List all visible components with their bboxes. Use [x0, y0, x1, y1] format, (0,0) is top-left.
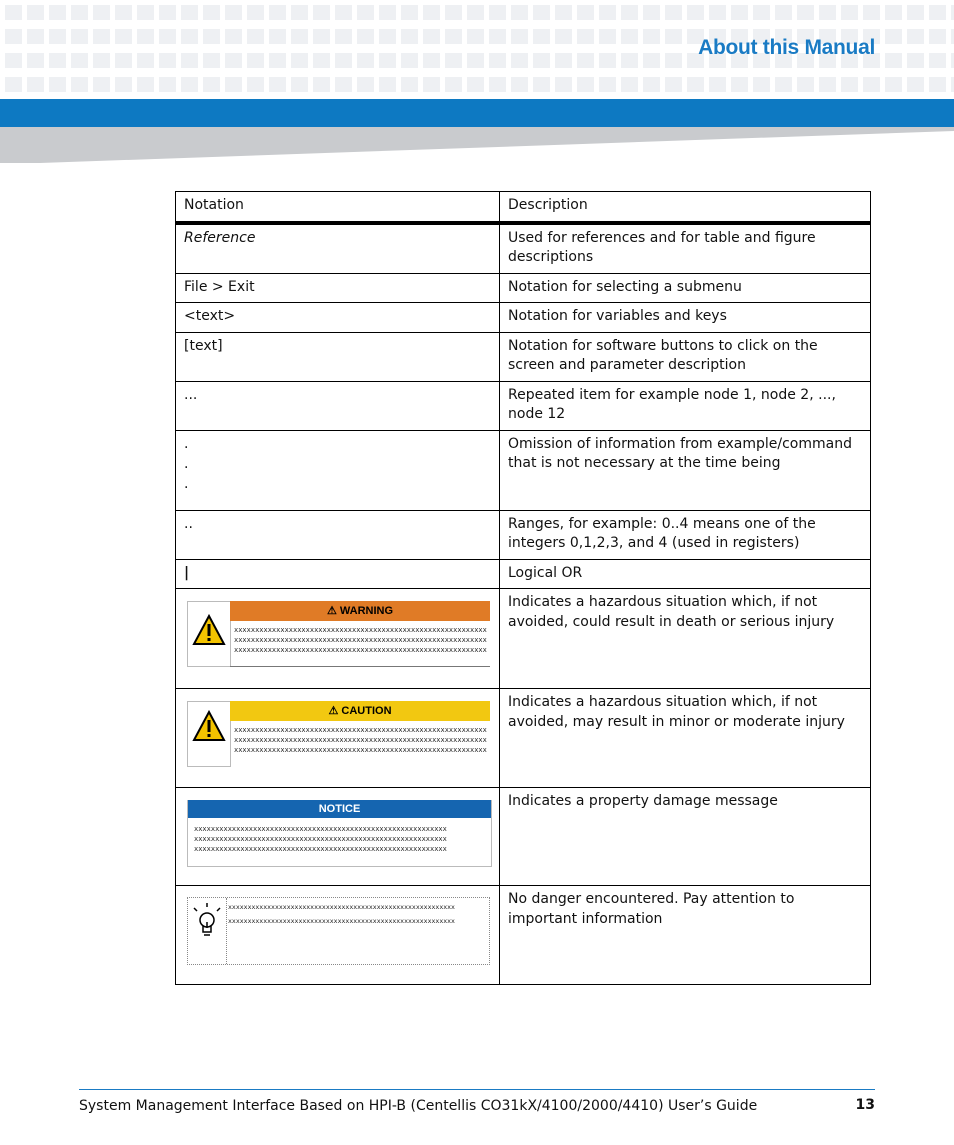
grid-square — [247, 77, 264, 92]
grid-square — [885, 53, 902, 68]
grid-square — [137, 53, 154, 68]
warning-sample-box — [187, 601, 490, 667]
grid-square — [49, 5, 66, 20]
grid-square — [291, 53, 308, 68]
warning-label: ⚠ WARNING — [230, 601, 490, 621]
notation-cell: [text] — [176, 332, 500, 381]
grid-square — [401, 53, 418, 68]
grid-square — [93, 53, 110, 68]
grid-square — [643, 53, 660, 68]
grid-square — [621, 53, 638, 68]
divider — [230, 666, 490, 667]
grid-square — [313, 5, 330, 20]
grid-square — [27, 29, 44, 44]
grid-square — [379, 53, 396, 68]
footer-divider — [79, 1089, 875, 1090]
dot-line: . — [184, 475, 189, 492]
grid-square — [511, 77, 528, 92]
grid-square — [5, 29, 22, 44]
grid-square — [467, 29, 484, 44]
grid-square — [731, 5, 748, 20]
grid-square — [929, 53, 946, 68]
grid-square — [753, 77, 770, 92]
table-row — [176, 559, 871, 589]
grid-square — [753, 5, 770, 20]
table-row — [176, 273, 871, 303]
grid-square — [511, 5, 528, 20]
grid-square — [401, 29, 418, 44]
grid-square — [533, 5, 550, 20]
grid-square — [291, 29, 308, 44]
grid-square — [401, 77, 418, 92]
tip-sample-box — [187, 897, 490, 965]
grid-square — [445, 29, 462, 44]
grid-square — [49, 29, 66, 44]
grid-square — [159, 77, 176, 92]
dot-line: . — [184, 435, 189, 452]
grid-square — [159, 53, 176, 68]
description-cell: Indicates a hazardous situation which, if not avoided, may result in minor or moderate injury — [500, 689, 871, 788]
placeholder-line: xxxxxxxxxxxxxxxxxxxxxxxxxxxxxxxxxxxxxxxxxxxxxxxxxxxxxxxxxxxx — [194, 845, 447, 853]
grid-square — [797, 77, 814, 92]
grid-square — [423, 77, 440, 92]
grid-square — [335, 5, 352, 20]
grid-square — [115, 53, 132, 68]
grid-square — [357, 53, 374, 68]
grid-square — [577, 77, 594, 92]
grid-square — [93, 29, 110, 44]
placeholder-line: xxxxxxxxxxxxxxxxxxxxxxxxxxxxxxxxxxxxxxxxxxxxxxxxxxxxxxxxxx — [228, 903, 455, 911]
table-row — [176, 332, 871, 381]
table-row — [176, 589, 871, 689]
caution-sample-box — [187, 701, 490, 767]
notation-table — [175, 191, 871, 985]
grid-square — [577, 53, 594, 68]
grid-square — [291, 5, 308, 20]
grid-square — [247, 53, 264, 68]
grid-square — [5, 53, 22, 68]
grid-square — [709, 77, 726, 92]
grid-square — [907, 5, 924, 20]
notation-cell: .. — [176, 510, 500, 559]
grid-square — [687, 5, 704, 20]
grid-square — [489, 29, 506, 44]
placeholder-line: xxxxxxxxxxxxxxxxxxxxxxxxxxxxxxxxxxxxxxxxxxxxxxxxxxxxxxxxxxxx — [234, 646, 487, 654]
grid-square — [467, 5, 484, 20]
column-header-notation: Notation — [176, 192, 500, 223]
grid-square — [49, 77, 66, 92]
placeholder-line: xxxxxxxxxxxxxxxxxxxxxxxxxxxxxxxxxxxxxxxxxxxxxxxxxxxxxxxxxxxx — [234, 736, 487, 744]
grid-square — [49, 53, 66, 68]
grid-square — [907, 29, 924, 44]
grid-square — [797, 5, 814, 20]
grid-square — [643, 5, 660, 20]
grid-square — [621, 29, 638, 44]
grid-square — [379, 5, 396, 20]
grid-square — [115, 77, 132, 92]
grid-square — [489, 5, 506, 20]
grid-square — [181, 5, 198, 20]
grid-square — [533, 29, 550, 44]
grid-square — [203, 77, 220, 92]
grid-square — [885, 5, 902, 20]
description-cell: No danger encountered. Pay attention to important information — [500, 886, 871, 985]
grid-square — [203, 29, 220, 44]
grid-square — [181, 29, 198, 44]
grid-square — [533, 77, 550, 92]
grid-square — [489, 77, 506, 92]
dot-line: . — [184, 455, 189, 472]
page-section-title: About this Manual — [698, 36, 875, 59]
table-row — [176, 510, 871, 559]
grid-square — [621, 5, 638, 20]
grid-square — [863, 77, 880, 92]
grid-square — [225, 5, 242, 20]
grid-square — [269, 77, 286, 92]
grid-square — [379, 29, 396, 44]
header-blue-band — [0, 99, 954, 127]
grid-square — [467, 53, 484, 68]
grid-square — [599, 53, 616, 68]
placeholder-line: xxxxxxxxxxxxxxxxxxxxxxxxxxxxxxxxxxxxxxxxxxxxxxxxxxxxxxxxxxxx — [194, 825, 447, 833]
description-cell: Logical OR — [500, 559, 871, 589]
grid-square — [137, 5, 154, 20]
grid-square — [423, 29, 440, 44]
notation-cell: <text> — [176, 303, 500, 333]
warning-triangle-icon — [187, 601, 231, 667]
placeholder-text — [234, 725, 490, 755]
grid-square — [71, 77, 88, 92]
grid-square — [181, 77, 198, 92]
table-row — [176, 223, 871, 274]
grid-square — [71, 5, 88, 20]
grid-square — [181, 53, 198, 68]
placeholder-line: xxxxxxxxxxxxxxxxxxxxxxxxxxxxxxxxxxxxxxxxxxxxxxxxxxxxxxxxxx — [228, 917, 455, 925]
warning-label-text: WARNING — [339, 605, 394, 617]
grid-square — [511, 53, 528, 68]
grid-square — [115, 5, 132, 20]
placeholder-text — [228, 900, 489, 928]
grid-square — [335, 77, 352, 92]
placeholder-text — [234, 625, 490, 655]
description-cell: Ranges, for example: 0..4 means one of the integers 0,1,2,3, and 4 (used in registers) — [500, 510, 871, 559]
description-cell: Used for references and for table and figure descriptions — [500, 223, 871, 274]
caution-label-text: CAUTION — [341, 705, 392, 717]
description-cell: Indicates a hazardous situation which, if not avoided, could result in death or serious injury — [500, 589, 871, 689]
grid-square — [929, 29, 946, 44]
grid-square — [27, 77, 44, 92]
grid-square — [93, 77, 110, 92]
grid-square — [423, 5, 440, 20]
grid-square — [599, 5, 616, 20]
grid-square — [665, 53, 682, 68]
header-gray-swoosh — [0, 127, 954, 163]
grid-square — [137, 29, 154, 44]
grid-square — [247, 29, 264, 44]
grid-square — [929, 5, 946, 20]
grid-square — [643, 29, 660, 44]
grid-square — [71, 29, 88, 44]
notice-label: NOTICE — [188, 800, 491, 818]
lightbulb-icon — [188, 898, 227, 964]
description-cell: Indicates a property damage message — [500, 788, 871, 886]
grid-square — [313, 53, 330, 68]
grid-square — [489, 53, 506, 68]
grid-square — [313, 29, 330, 44]
grid-square — [27, 5, 44, 20]
description-cell: Repeated item for example node 1, node 2, ..., node 12 — [500, 381, 871, 430]
grid-square — [335, 53, 352, 68]
description-cell: Notation for variables and keys — [500, 303, 871, 333]
placeholder-text — [194, 824, 491, 854]
table-row — [176, 303, 871, 333]
table-row — [176, 430, 871, 510]
notation-cell: | — [176, 559, 500, 589]
grid-square — [203, 53, 220, 68]
grid-square — [621, 77, 638, 92]
grid-square — [467, 77, 484, 92]
grid-square — [5, 77, 22, 92]
grid-square — [577, 5, 594, 20]
grid-square — [225, 53, 242, 68]
placeholder-line: xxxxxxxxxxxxxxxxxxxxxxxxxxxxxxxxxxxxxxxxxxxxxxxxxxxxxxxxxxxx — [194, 835, 447, 843]
description-cell: Notation for software buttons to click on the screen and parameter description — [500, 332, 871, 381]
grid-square — [643, 77, 660, 92]
grid-square — [819, 5, 836, 20]
grid-square — [665, 5, 682, 20]
grid-square — [357, 29, 374, 44]
grid-square — [775, 5, 792, 20]
description-cell: Omission of information from example/command that is not necessary at the time being — [500, 430, 871, 510]
grid-square — [555, 53, 572, 68]
grid-square — [203, 5, 220, 20]
grid-square — [665, 77, 682, 92]
grid-square — [225, 29, 242, 44]
page-number: 13 — [855, 1097, 875, 1113]
grid-square — [445, 53, 462, 68]
grid-square — [137, 77, 154, 92]
grid-square — [71, 53, 88, 68]
grid-square — [291, 77, 308, 92]
notation-cell: ... — [176, 381, 500, 430]
table-row — [176, 381, 871, 430]
grid-square — [841, 77, 858, 92]
grid-square — [335, 29, 352, 44]
grid-square — [555, 5, 572, 20]
grid-square — [225, 77, 242, 92]
grid-square — [115, 29, 132, 44]
notation-cell — [176, 430, 500, 510]
grid-square — [885, 29, 902, 44]
grid-square — [27, 53, 44, 68]
grid-square — [269, 5, 286, 20]
grid-square — [555, 77, 572, 92]
notation-cell: File > Exit — [176, 273, 500, 303]
grid-square — [159, 29, 176, 44]
grid-square — [709, 5, 726, 20]
grid-square — [599, 29, 616, 44]
grid-square — [357, 77, 374, 92]
warning-triangle-icon — [187, 701, 231, 767]
notation-cell — [176, 689, 500, 788]
grid-square — [775, 77, 792, 92]
notation-cell — [176, 589, 500, 689]
grid-square — [863, 5, 880, 20]
notation-cell — [176, 788, 500, 886]
grid-square — [731, 77, 748, 92]
grid-square — [599, 77, 616, 92]
notice-sample-box — [187, 800, 492, 867]
grid-square — [533, 53, 550, 68]
table-row — [176, 886, 871, 985]
grid-square — [269, 29, 286, 44]
grid-square — [929, 77, 946, 92]
grid-square — [313, 77, 330, 92]
placeholder-line: xxxxxxxxxxxxxxxxxxxxxxxxxxxxxxxxxxxxxxxxxxxxxxxxxxxxxxxxxxxx — [234, 626, 487, 634]
description-cell: Notation for selecting a submenu — [500, 273, 871, 303]
grid-square — [159, 5, 176, 20]
grid-square — [907, 53, 924, 68]
grid-square — [577, 29, 594, 44]
placeholder-line: xxxxxxxxxxxxxxxxxxxxxxxxxxxxxxxxxxxxxxxxxxxxxxxxxxxxxxxxxxxx — [234, 636, 487, 644]
grid-square — [379, 77, 396, 92]
placeholder-line: xxxxxxxxxxxxxxxxxxxxxxxxxxxxxxxxxxxxxxxxxxxxxxxxxxxxxxxxxxxx — [234, 726, 487, 734]
grid-square — [819, 77, 836, 92]
grid-square — [401, 5, 418, 20]
notation-cell: Reference — [176, 223, 500, 274]
grid-square — [841, 5, 858, 20]
grid-square — [445, 77, 462, 92]
table-header-row — [176, 192, 871, 223]
grid-square — [907, 77, 924, 92]
placeholder-line: xxxxxxxxxxxxxxxxxxxxxxxxxxxxxxxxxxxxxxxxxxxxxxxxxxxxxxxxxxxx — [234, 746, 487, 754]
grid-square — [665, 29, 682, 44]
notation-cell — [176, 886, 500, 985]
grid-square — [555, 29, 572, 44]
column-header-description: Description — [500, 192, 871, 223]
grid-square — [687, 77, 704, 92]
table-row — [176, 689, 871, 788]
footer-document-title: System Management Interface Based on HPI-B (Centellis CO31kX/4100/2000/4410) User’s Guide — [79, 1098, 758, 1114]
grid-square — [5, 5, 22, 20]
grid-square — [247, 5, 264, 20]
grid-square — [885, 77, 902, 92]
grid-square — [423, 53, 440, 68]
grid-square — [93, 5, 110, 20]
table-row — [176, 788, 871, 886]
grid-square — [357, 5, 374, 20]
grid-square — [269, 53, 286, 68]
grid-square — [445, 5, 462, 20]
caution-label: ⚠ CAUTION — [230, 701, 490, 721]
grid-square — [511, 29, 528, 44]
